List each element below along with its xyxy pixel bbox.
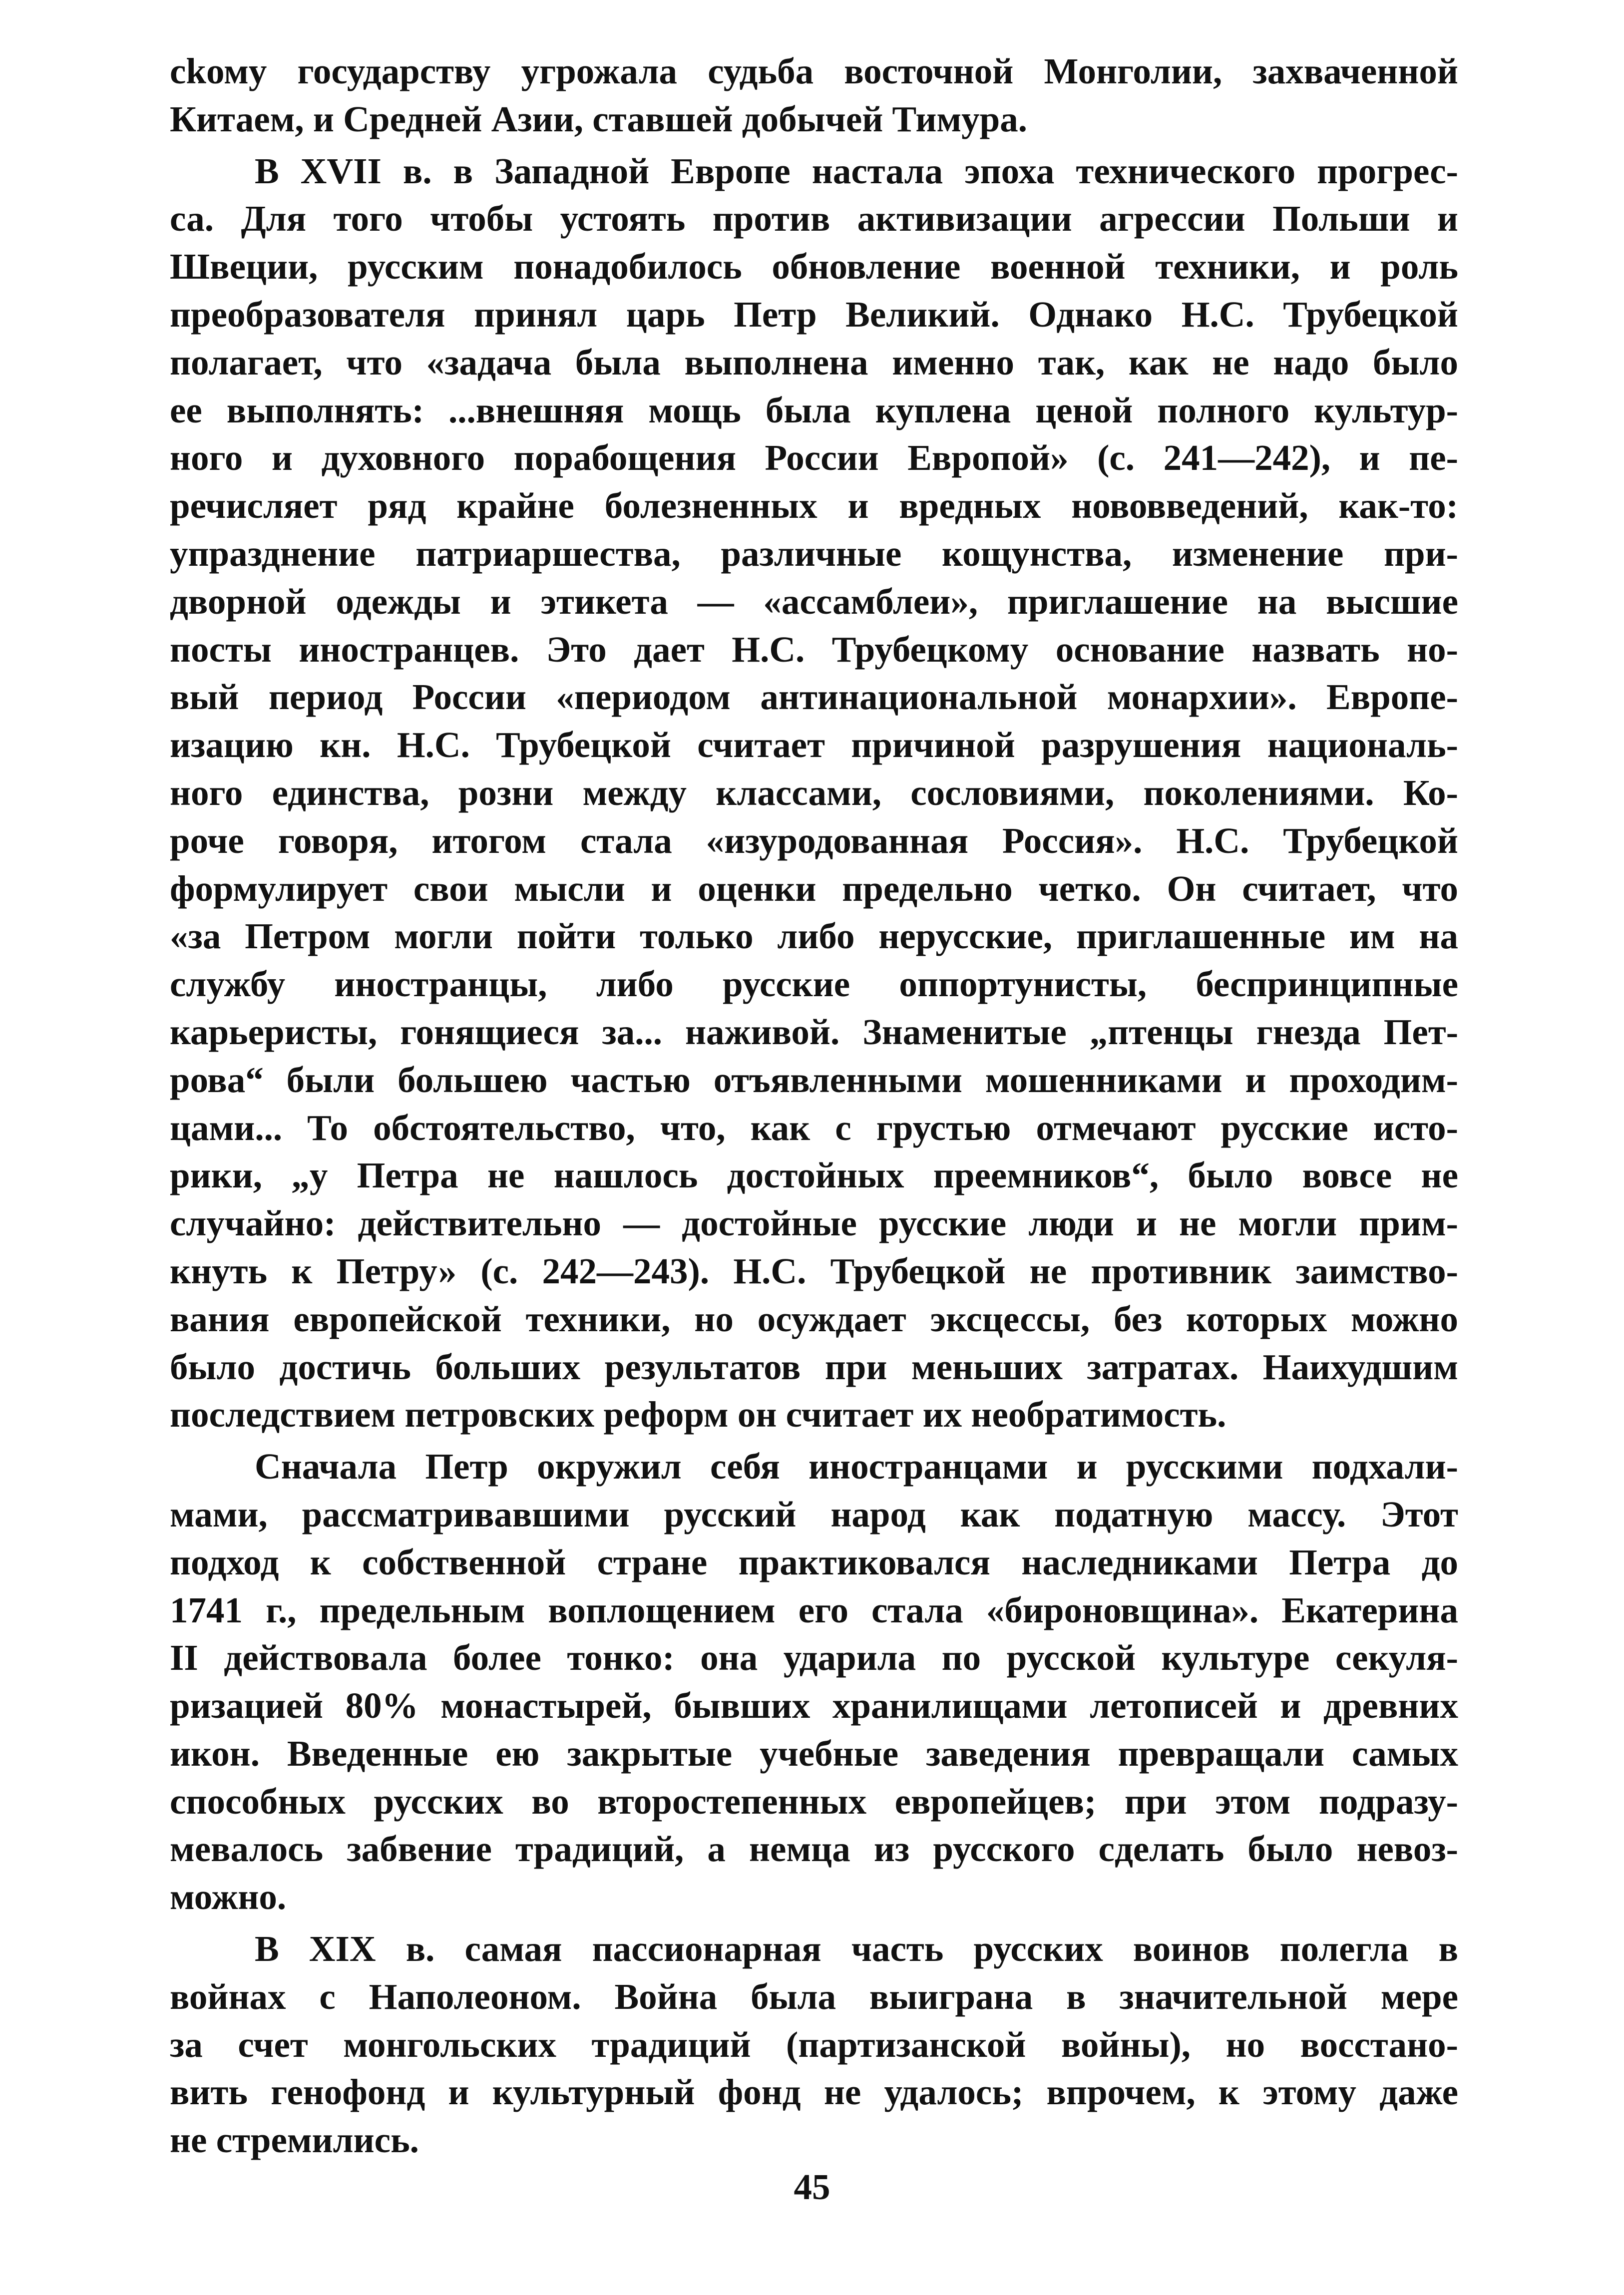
text-line: случайно: действительно — достойные русские люди и не могли прим- xyxy=(170,1203,1458,1244)
text-line: рики, „у Петра не нашлось достойных преемников“, было вовсе не xyxy=(170,1155,1458,1196)
text-line: службу иностранцы, либо русские оппортунисты, беспринципные xyxy=(170,964,1458,1005)
text-line: вый период России «периодом антинациональной монархии». Европе- xyxy=(170,677,1458,718)
text-line: последствием петровских реформ он считает их необратимость. xyxy=(170,1394,1226,1435)
paragraph-3 xyxy=(170,1443,1458,1921)
paragraph-2 xyxy=(170,147,1458,1439)
text-line: изацию кн. Н.С. Трубецкой считает причиной разрушения националь- xyxy=(170,725,1458,765)
text-line: кнуть к Петру» (с. 242—243). Н.С. Трубецкой не противник заимство- xyxy=(170,1250,1458,1291)
text-line: дворной одежды и этикета — «ассамблеи», приглашение на высшие xyxy=(170,581,1458,622)
text-line: подход к собственной стране практиковался наследниками Петра до xyxy=(170,1541,1458,1582)
text-line: не стремились. xyxy=(170,2120,419,2161)
text-line: упразднение патриаршества, различные кощунства, изменение при- xyxy=(170,533,1458,574)
text-line: вить генофонд и культурный фонд не удалось; впрочем, к этому даже xyxy=(170,2072,1458,2113)
page-number: 45 xyxy=(794,2167,830,2207)
text-line: ее выполнять: ...внешняя мощь была куплена ценой полного культур- xyxy=(170,389,1458,430)
text-line: вания европейской техники, но осуждает эксцессы, без которых можно xyxy=(170,1298,1458,1339)
text-line: полагает, что «задача была выполнена именно так, как не надо было xyxy=(170,342,1458,382)
text-line: Швеции, русским понадобилось обновление военной техники, и роль xyxy=(170,246,1458,287)
text-line: 1741 г., предельным воплощением его стала «бироновщина». Екатерина xyxy=(170,1589,1458,1630)
text-line: за счет монгольских традиций (партизанской войны), но восстано- xyxy=(170,2024,1458,2065)
page-body xyxy=(170,47,1458,2164)
text-line: можно. xyxy=(170,1877,287,1917)
text-line: Китаем, и Средней Азии, ставшей добычей Тимура. xyxy=(170,98,1028,139)
text-line: са. Для того чтобы устоять против активизации агрессии Польши и xyxy=(170,198,1458,239)
text-line: «за Петром могли пойти только либо нерусские, приглашенные им на xyxy=(170,916,1458,957)
text-line: Сначала Петр окружил себя иностранцами и русскими подхали- xyxy=(255,1446,1458,1487)
text-line: цами... То обстоятельство, что, как с грустью отмечают русские исто- xyxy=(170,1107,1458,1148)
text-line: В XIX в. самая пассионарная часть русских воинов полегла в xyxy=(255,1928,1458,1969)
text-line: формулирует свои мысли и оценки предельно четко. Он считает, что xyxy=(170,868,1458,909)
text-line: мевалось забвение традиций, а немца из русского сделать было невоз- xyxy=(170,1829,1458,1870)
text-line: ризацией 80% монастырей, бывших хранилищами летописей и древних xyxy=(170,1685,1458,1726)
paragraph-1 xyxy=(170,47,1458,143)
text-line: было достичь больших результатов при меньших затратах. Наихудшим xyxy=(170,1346,1458,1387)
text-line: II действовала более тонко: она ударила по русской культуре секуля- xyxy=(170,1637,1458,1678)
text-line: ного и духовного порабощения России Европой» (с. 241—242), и пе- xyxy=(170,437,1458,478)
text-line: войнах с Наполеоном. Война была выиграна в значительной мере xyxy=(170,1976,1458,2017)
text-line: посты иностранцев. Это дает Н.С. Трубецкому основание назвать но- xyxy=(170,629,1458,670)
text-line: речисляет ряд крайне болезненных и вредных нововведений, как-то: xyxy=(170,485,1458,526)
text-line: икон. Введенные ею закрытые учебные заведения превращали самых xyxy=(170,1733,1458,1774)
paragraph-4 xyxy=(170,1925,1458,2164)
text-line: роче говоря, итогом стала «изуродованная Россия». Н.С. Трубецкой xyxy=(170,820,1458,861)
text-line: В XVII в. в Западной Европе настала эпоха технического прогрес- xyxy=(255,150,1458,191)
text-line: мами, рассматривавшими русский народ как податную массу. Этот xyxy=(170,1494,1458,1534)
text-line: преобразователя принял царь Петр Великий. Однако Н.С. Трубецкой xyxy=(170,294,1458,335)
text-line: ckому государству угрожала судьба восточной Монголии, захваченной xyxy=(170,51,1458,91)
text-line: карьеристы, гонящиеся за... наживой. Знаменитые „птенцы гнезда Пет- xyxy=(170,1011,1458,1052)
text-line: способных русских во второстепенных европейцев; при этом подразу- xyxy=(170,1781,1458,1822)
text-line: рова“ были большею частью отъявленными мошенниками и проходим- xyxy=(170,1059,1458,1100)
text-line: ного единства, розни между классами, сословиями, поколениями. Ко- xyxy=(170,772,1458,813)
